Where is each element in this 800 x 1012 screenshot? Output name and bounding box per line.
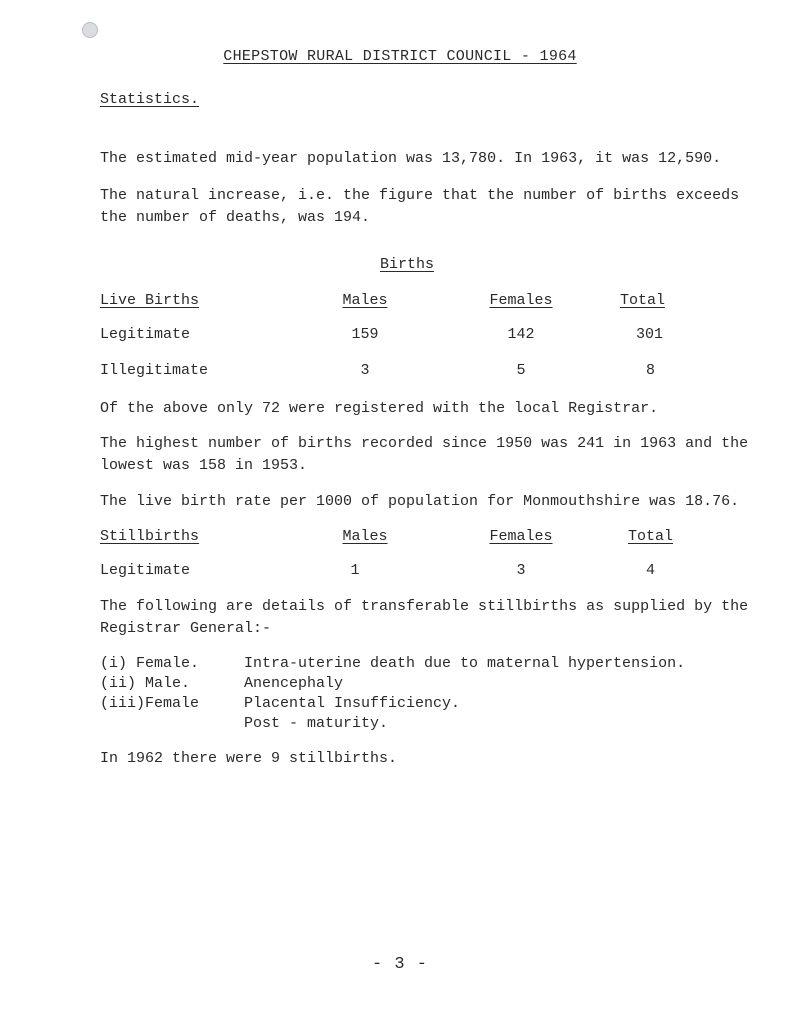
births-header-total: Total: [620, 292, 666, 309]
section-title: Statistics.: [100, 91, 200, 108]
detail-label: (i) Female.: [100, 655, 200, 672]
stillbirths-row-legitimate-males: 1: [350, 562, 360, 579]
detail-cause: Intra-uterine death due to maternal hypertension.: [244, 655, 686, 672]
registered-note: Of the above only 72 were registered with the local Registrar.: [100, 400, 659, 417]
punch-hole-mark: [82, 22, 98, 38]
births-row-illegitimate-females: 5: [516, 362, 526, 379]
births-row-legitimate-males: 159: [351, 326, 379, 343]
detail-cause: Placental Insufficiency.: [244, 695, 461, 712]
stillbirths-row-legitimate-females: 3: [516, 562, 526, 579]
births-row-legitimate-total: 301: [636, 326, 664, 343]
stillbirths-header-females: Females: [489, 528, 553, 545]
births-title: Births: [380, 256, 435, 273]
natural-increase-paragraph: The natural increase, i.e. the figure that the number of births exceeds the number of deaths, was 194.: [100, 187, 740, 226]
highest-lowest-paragraph: The highest number of births recorded since 1950 was 241 in 1963 and the lowest was 158 in 1953.: [100, 435, 749, 474]
detail-label: (ii) Male.: [100, 675, 191, 692]
births-row-legitimate-label: Legitimate: [100, 326, 191, 343]
page-number: - 3 -: [371, 955, 428, 974]
births-row-legitimate-females: 142: [507, 326, 535, 343]
births-row-illegitimate-males: 3: [360, 362, 370, 379]
stillbirth-details-intro: The following are details of transferable stillbirths as supplied by the Registrar General:-: [100, 598, 749, 637]
births-header-males: Males: [342, 292, 388, 309]
detail-label: (iii)Female: [100, 695, 200, 712]
birth-rate-paragraph: The live birth rate per 1000 of population for Monmouthshire was 18.76.: [100, 493, 740, 510]
stillbirths-header-males: Males: [342, 528, 388, 545]
stillbirths-header-total: Total: [628, 528, 674, 545]
population-paragraph: The estimated mid-year population was 13,780. In 1963, it was 12,590.: [100, 150, 722, 167]
detail-cause: Anencephaly: [244, 675, 344, 692]
births-header-females: Females: [489, 292, 553, 309]
page-heading: CHEPSTOW RURAL DISTRICT COUNCIL - 1964: [223, 48, 577, 65]
stillbirths-header-label: Stillbirths: [100, 528, 200, 545]
stillbirths-row-legitimate-label: Legitimate: [100, 562, 191, 579]
births-row-illegitimate-label: Illegitimate: [100, 362, 209, 379]
previous-year-stillbirths: In 1962 there were 9 stillbirths.: [100, 750, 398, 767]
detail-cause: Post - maturity.: [244, 715, 389, 732]
stillbirths-row-legitimate-total: 4: [646, 562, 656, 579]
births-row-illegitimate-total: 8: [646, 362, 656, 379]
births-header-label: Live Births: [100, 292, 200, 309]
